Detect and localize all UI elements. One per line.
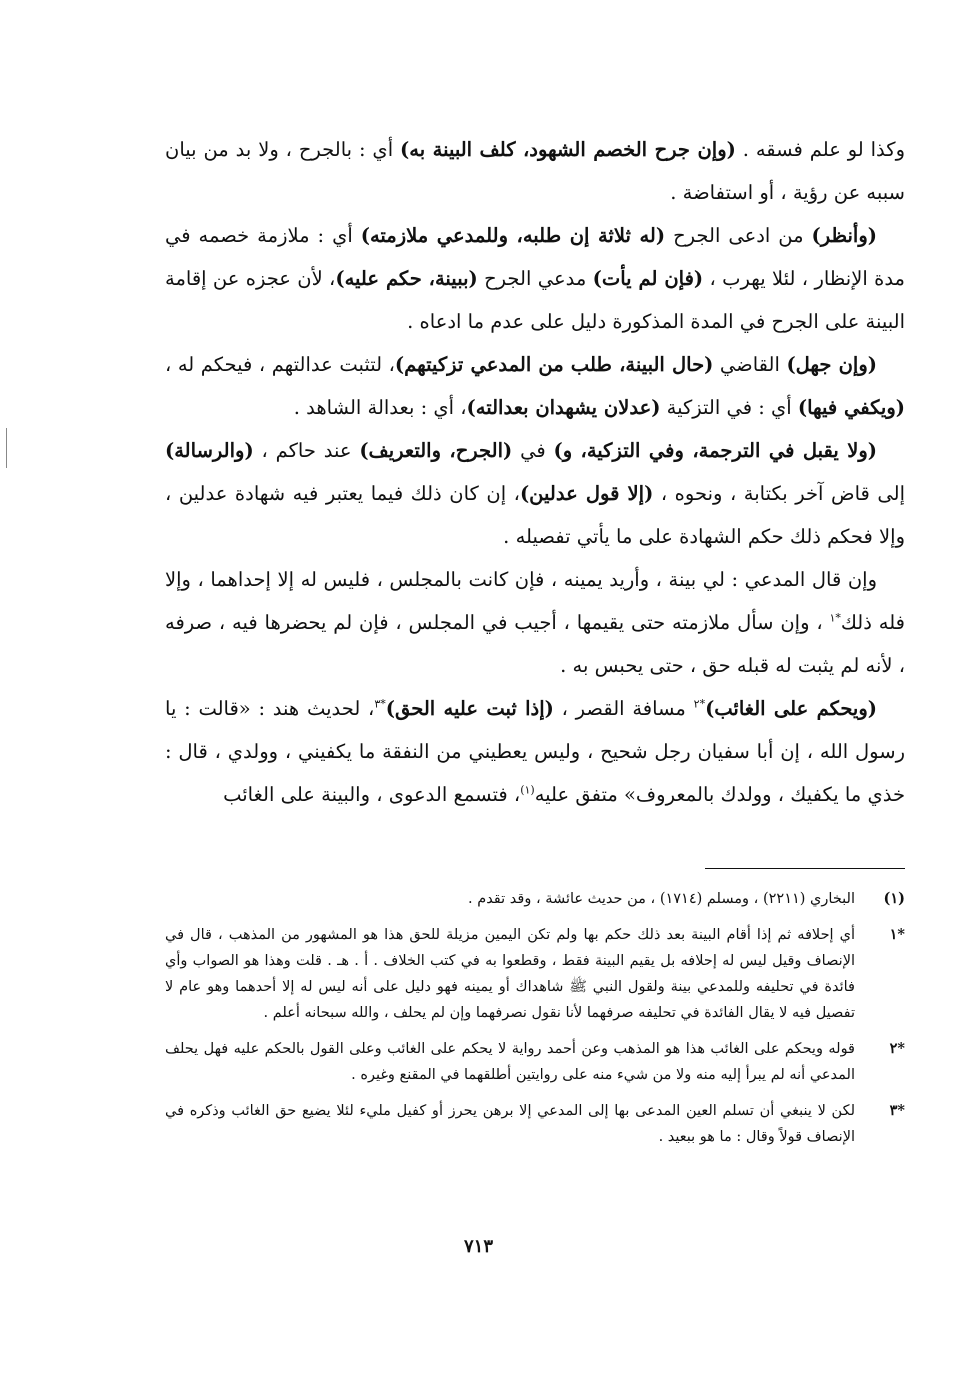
matn-text: (له ثلاثة إن طلبه، وللمدعي ملازمته) [360, 224, 666, 247]
footnote-text: البخاري (٢٢١١) ، ومسلم (١٧١٤) ، من حديث عائشة ، وقد تقدم . [468, 891, 855, 907]
text-span: أي : بالجرح ، ولا بد من بيان سببه عن رؤية ، أو استفاضة . [165, 138, 905, 204]
matn-text: (الجرح، والتعريف) [359, 439, 513, 462]
text-span: وإن قال المدعي : لي بينة ، وأريد يمينه ، فإن كانت بالمجلس ، فليس له إلا إحداهما ، وإلا فله ذلك [165, 568, 905, 634]
text-span: ، لحديث هند : «قالت : يا رسول الله ، إن أبا سفيان رجل شحيح ، وليس يعطيني من النفقة ما يكفيني ، وولدي ، قال : خذي ما يكفيك ، وولدك بالمعروف» متفق عليه [165, 697, 905, 806]
footnote-marker[interactable]: *١ [829, 611, 841, 625]
text-span: إلى قاض آخر بكتابة ، ونحوه ، [653, 482, 905, 505]
text-span: في [512, 439, 554, 462]
footnote [165, 886, 905, 912]
text-span: القاضي [713, 353, 787, 376]
footnotes [165, 886, 905, 1160]
margin-mark [6, 428, 7, 468]
text-span: ، وإن سأل ملازمته حتى يقيمها ، أجيب في المجلس ، فإن لم يحضرها فيه ، صرفه ، لأنه لم يثبت له قبله حق ، حتى يحبس به . [165, 611, 905, 677]
footnote-text: أي إحلافه ثم إذا أقام البينة بعد ذلك حكم بها ولم تكن اليمين مزيلة للحق هذا هو المشهور من المذهب ، قال في الإنصاف وقيل ليس له إحلافه بل يقيم البينة فقط ، وقطعوا به في كتب الخلاف . أ . هـ . قلت وهذا هو الصواب وأي فائدة في تحليفه وللمدعي بينة ولقول النبي ﷺ شاهداك أو يمينه فهو دليل على أنه ليس له إلا أحدهما وهو عام لا تفصيل فيه لا يقال الفائدة في تحليفه صرفهما لأنا نقول نصرفهما وإن لم يحلف ، والله سبحانه أعلم . [165, 927, 855, 1021]
paragraph-1 [165, 128, 905, 214]
main-text [165, 128, 905, 816]
matn-text: (فإن لم يأت) [592, 267, 704, 290]
text-span: ، أي : بعدالة الشاهد . [293, 396, 467, 419]
text-span: وكذا لو علم فسقه . [735, 138, 905, 161]
paragraph-2 [165, 214, 905, 343]
footnote-mark: *١ [889, 926, 905, 943]
footnote-marker[interactable]: *٢ [693, 697, 706, 711]
matn-text: (حال البينة، طلب من المدعي تزكيتهم) [394, 353, 714, 376]
paragraph-4 [165, 429, 905, 558]
page-number: ٧١٣ [463, 1236, 493, 1257]
matn-text: (ولا يقبل في الترجمة، وفي التزكية، و) [553, 439, 877, 462]
footnote-mark: *٣ [889, 1102, 905, 1119]
footnote-mark: *٢ [889, 1040, 905, 1057]
matn-text: (ببينة، حكم عليه) [335, 267, 478, 290]
text-span: ، إن كان ذلك فيما يعتبر فيه شهادة عدلين ، وإلا فحكم ذلك حكم الشهادة على ما يأتي تفصيله . [165, 482, 905, 548]
matn-text: (ويكفي فيها) [797, 396, 905, 419]
text-span: ، فتسمع الدعوى ، والبينة على الغائب [223, 783, 521, 806]
footnote-text: لكن لا ينبغي أن تسلم العين المدعى بها إلى المدعي إلا برهن يحرز أو كفيل مليء لئلا يضيع حق الغائب وذكره في الإنصاف قولاً وقال : ما هو ببعيد . [165, 1103, 855, 1145]
text-span: ، لتثبت عدالتهم ، فيحكم له ، [165, 353, 395, 376]
matn-text: (ويحكم على الغائب) [705, 697, 878, 720]
paragraph-3 [165, 343, 905, 429]
matn-text: (إلا قول عدلين) [519, 482, 654, 505]
matn-text: (إذا ثبت عليه الحق) [385, 697, 554, 720]
text-span: مدعي الجرح [477, 267, 593, 290]
footnote [165, 1098, 905, 1150]
text-span: أي : ملازمة خصمه في مدة الإنظار ، لئلا يهرب ، [165, 224, 905, 290]
text-span: أي : في التزكية [660, 396, 798, 419]
paragraph-6 [165, 687, 905, 816]
text-span: من ادعى الجرح [665, 224, 812, 247]
footnote [165, 922, 905, 1026]
matn-text: (وإن جهل) [786, 353, 877, 376]
matn-text: (وأنظر) [811, 224, 877, 247]
matn-text: (والرسالة) [165, 439, 254, 462]
text-span: عند حاكم ، [253, 439, 360, 462]
footnote [165, 1036, 905, 1088]
matn-text: (وإن جرح الخصم الشهود، كلف البينة به) [400, 138, 736, 161]
text-span: مسافة القصر ، [553, 697, 694, 720]
footnote-text: قوله ويحكم على الغائب هذا هو المذهب وعن أحمد رواية لا يحكم على الغائب وعلى القول بالحكم عليه فهل يحلف المدعي أنه لم يبرأ إليه منه ولا من شيء منه على روايتين أطلقهما في المقنع وغيره . [165, 1041, 855, 1083]
footnote-divider [705, 868, 905, 869]
paragraph-5 [165, 558, 905, 687]
matn-text: (عدلان يشهدان بعدالته) [466, 396, 661, 419]
footnote-mark: (١) [883, 890, 905, 907]
text-span: ، لأن عجزه عن إقامة البينة على الجرح في المدة المذكورة دليل على عدم ما ادعاه . [165, 267, 905, 333]
footnote-marker[interactable]: *٣ [374, 697, 386, 711]
footnote-reference[interactable]: (١) [520, 783, 535, 797]
